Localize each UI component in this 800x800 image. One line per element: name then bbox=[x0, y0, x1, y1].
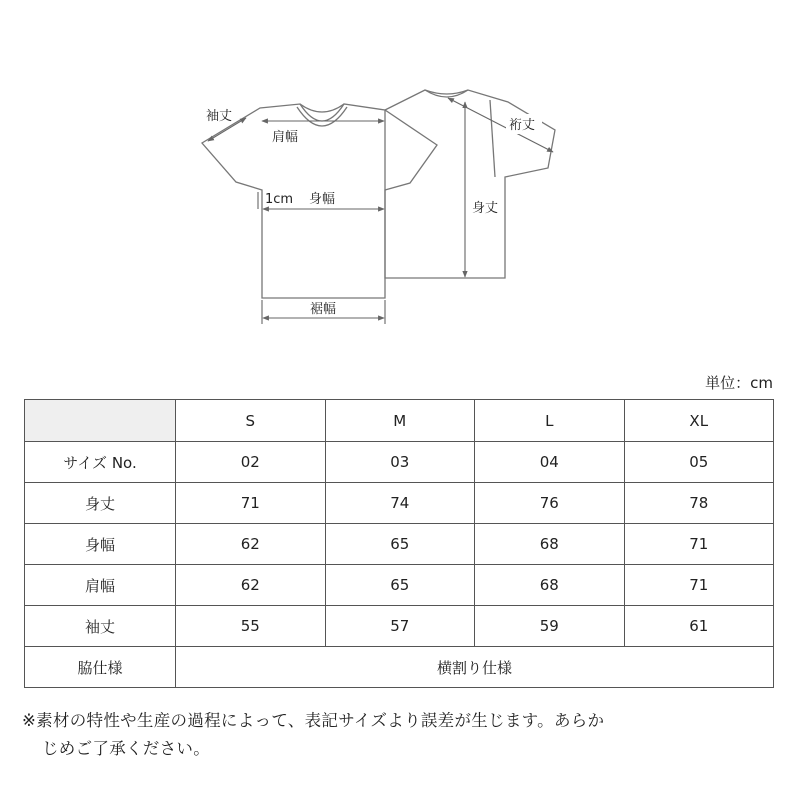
diagram-labels bbox=[206, 108, 542, 317]
label-body-width: 身幅 bbox=[309, 192, 336, 207]
side-spec-cell: 横割り仕様 bbox=[176, 647, 774, 688]
table-cell: 65 bbox=[325, 524, 475, 565]
note-line-1: ※素材の特性や生産の過程によって、表記サイズより誤差が生じます。あらか bbox=[22, 711, 605, 730]
table-cell: 62 bbox=[176, 565, 326, 606]
table-cell: 04 bbox=[475, 442, 625, 483]
table-cell: 02 bbox=[176, 442, 326, 483]
table-cell: 74 bbox=[325, 483, 475, 524]
table-row bbox=[25, 483, 774, 524]
table-cell: 68 bbox=[475, 524, 625, 565]
label-offset: 1cm bbox=[265, 192, 294, 207]
table-cell: 76 bbox=[475, 483, 625, 524]
table-cell: 62 bbox=[176, 524, 326, 565]
table-cell: 71 bbox=[176, 483, 326, 524]
table-cell: 61 bbox=[624, 606, 774, 647]
column-header: M bbox=[325, 400, 475, 442]
table-row-side-spec bbox=[25, 647, 774, 688]
table-cell: 71 bbox=[624, 524, 774, 565]
note-line-2: じめご了承ください。 bbox=[42, 739, 210, 758]
table-cell: 65 bbox=[325, 565, 475, 606]
unit-label: 単位：cm bbox=[705, 374, 773, 392]
row-label: 袖丈 bbox=[25, 606, 176, 647]
row-label: サイズ No. bbox=[25, 442, 176, 483]
row-label: 身幅 bbox=[25, 524, 176, 565]
table-cell: 55 bbox=[176, 606, 326, 647]
label-body-length: 身丈 bbox=[472, 201, 499, 216]
column-header: XL bbox=[624, 400, 774, 442]
table-cell: 03 bbox=[325, 442, 475, 483]
table-cell: 68 bbox=[475, 565, 625, 606]
row-label: 脇仕様 bbox=[25, 647, 176, 688]
table-corner-cell bbox=[25, 400, 176, 442]
label-shoulder-width: 肩幅 bbox=[272, 130, 299, 145]
table-cell: 78 bbox=[624, 483, 774, 524]
tshirt-size-diagram bbox=[0, 0, 800, 360]
table-cell: 05 bbox=[624, 442, 774, 483]
label-yuki-length: 裄丈 bbox=[509, 118, 536, 133]
label-hem-width: 裾幅 bbox=[310, 302, 337, 317]
table-cell: 71 bbox=[624, 565, 774, 606]
label-sleeve-length: 袖丈 bbox=[206, 109, 233, 124]
size-table bbox=[24, 399, 774, 688]
table-header-row bbox=[25, 400, 774, 442]
column-header: L bbox=[475, 400, 625, 442]
row-label: 肩幅 bbox=[25, 565, 176, 606]
disclaimer-note bbox=[22, 707, 782, 763]
table-row bbox=[25, 442, 774, 483]
column-header: S bbox=[176, 400, 326, 442]
table-row bbox=[25, 565, 774, 606]
table-cell: 59 bbox=[475, 606, 625, 647]
table-cell: 57 bbox=[325, 606, 475, 647]
table-row bbox=[25, 606, 774, 647]
row-label: 身丈 bbox=[25, 483, 176, 524]
table-row bbox=[25, 524, 774, 565]
